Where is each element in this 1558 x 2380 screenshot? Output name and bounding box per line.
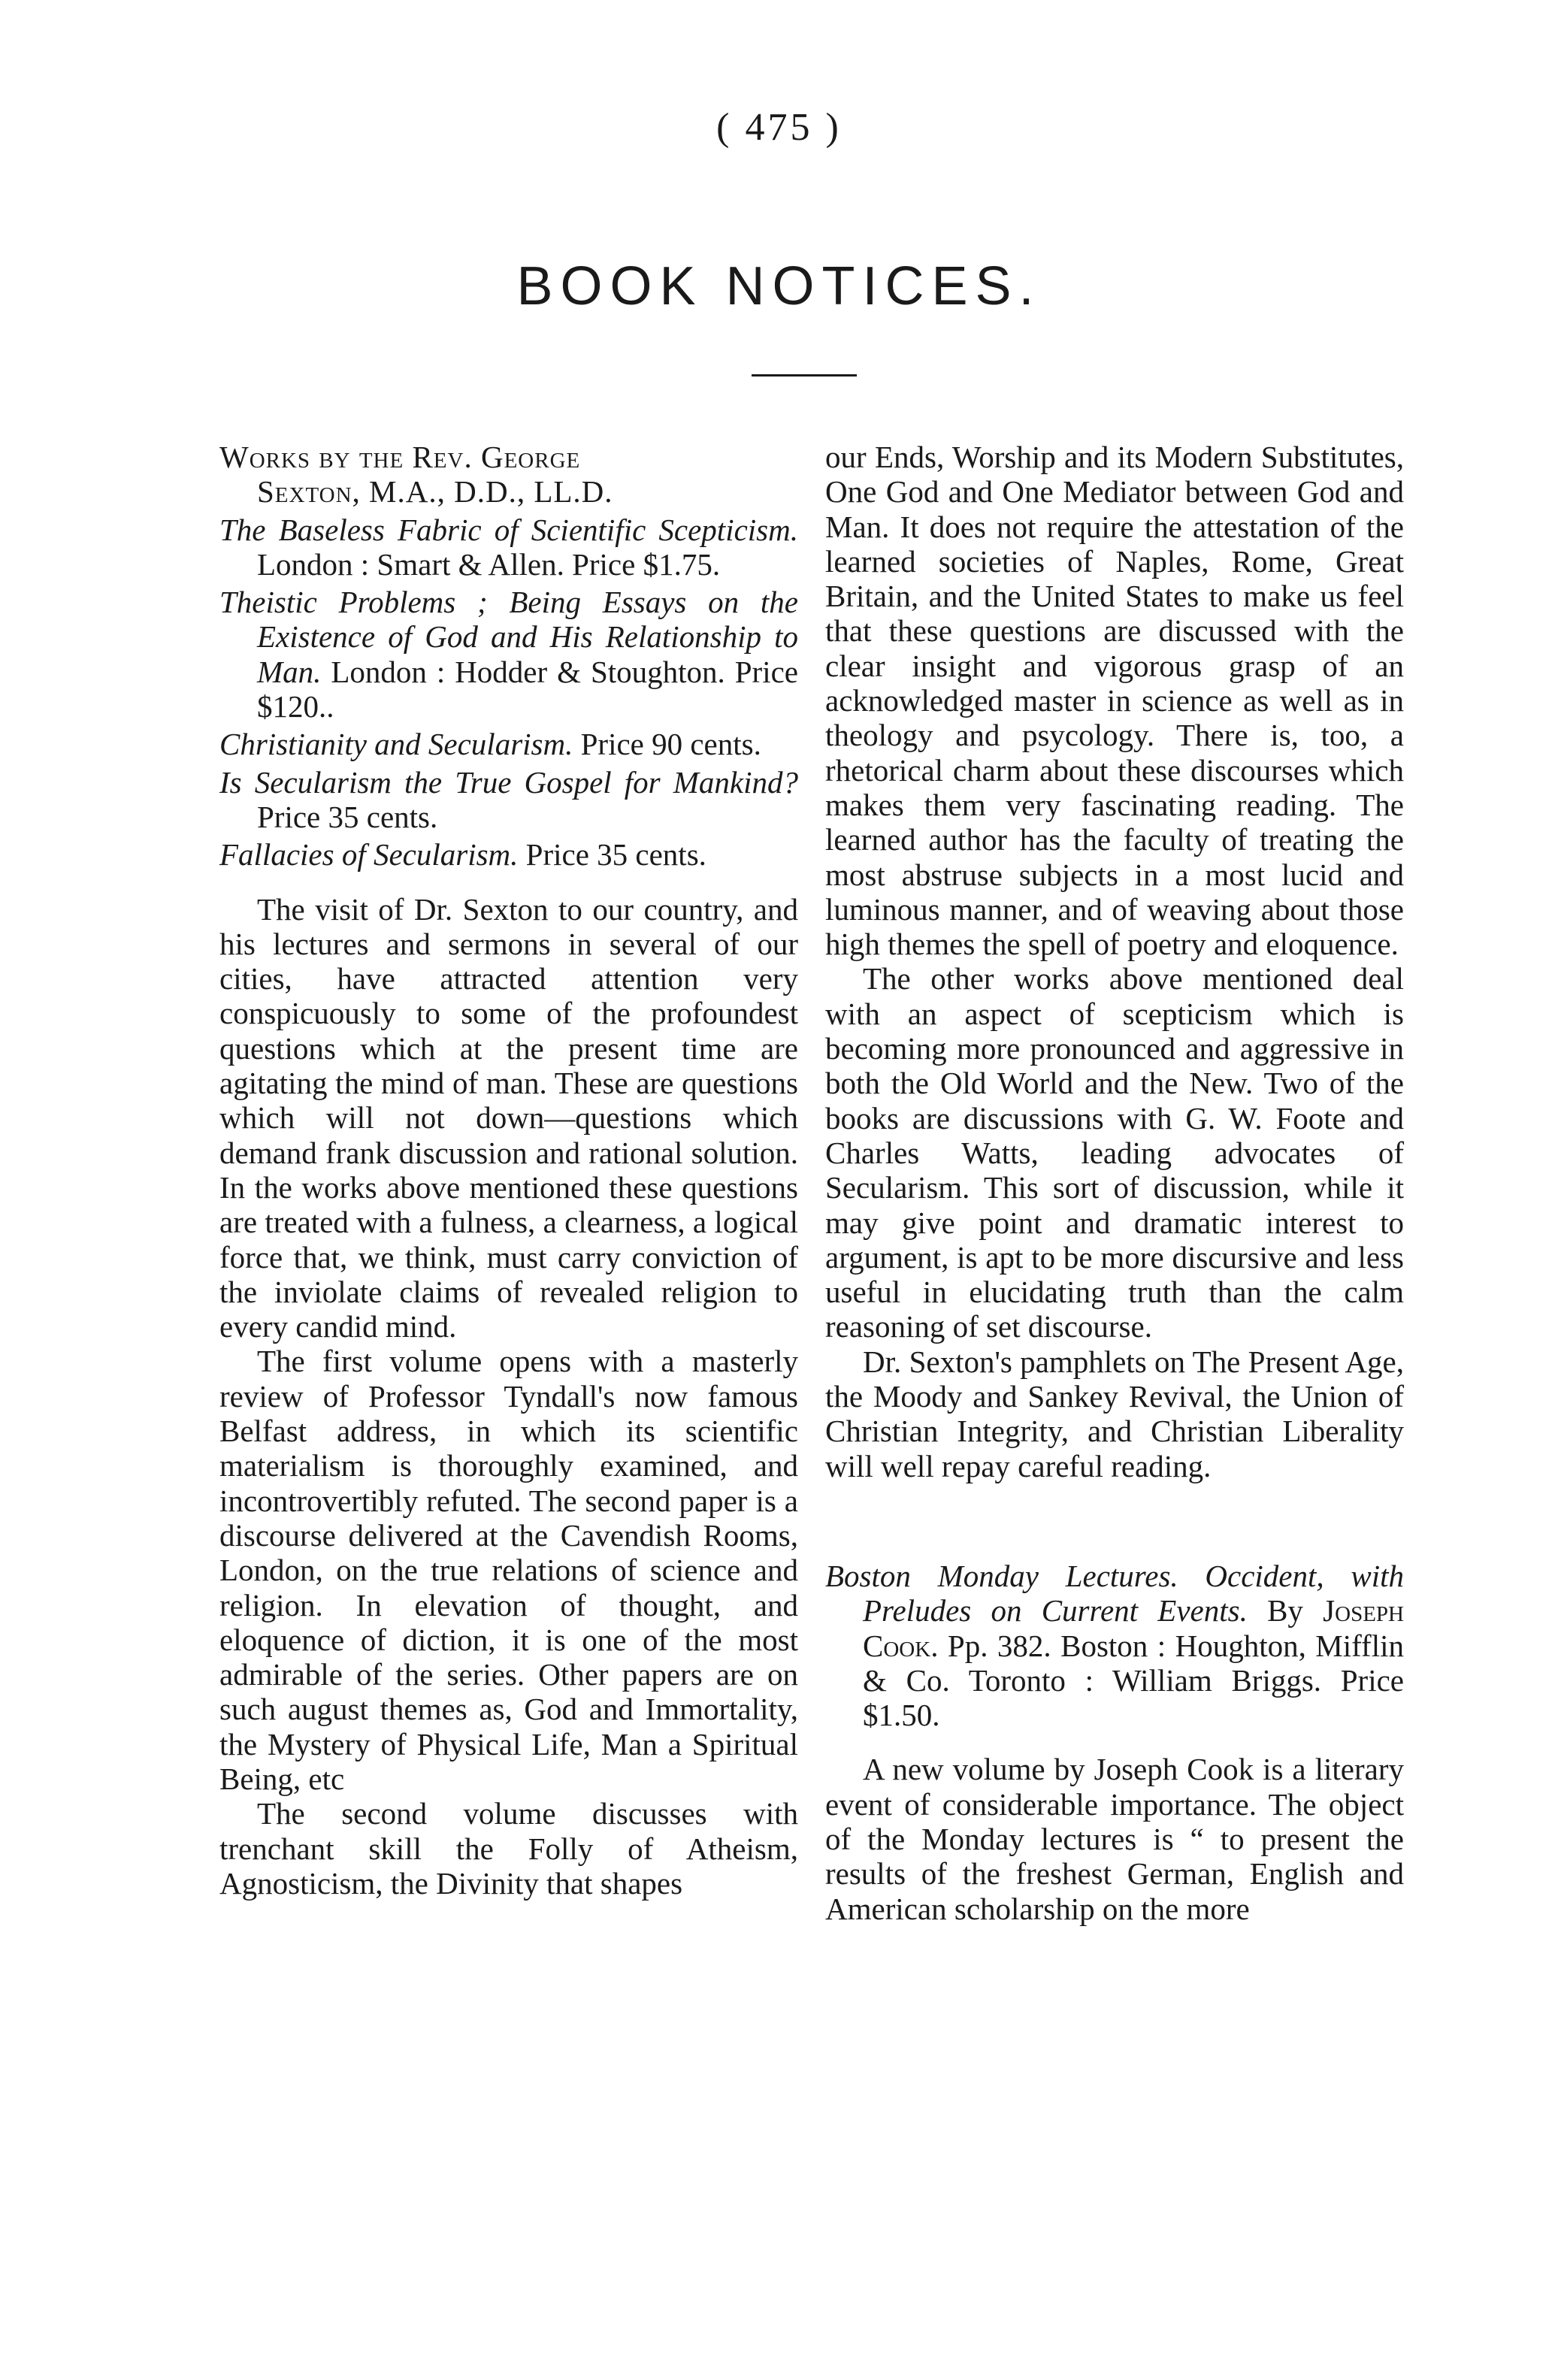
book-title: Christianity and Secularism. <box>219 727 573 762</box>
book-entry <box>219 727 798 761</box>
works-heading-line2: Sexton, M.A., D.D., LL.D. <box>257 474 613 510</box>
book-title: Boston Monday Lectures. Occident, with Preludes on Current Events. <box>825 1558 1404 1629</box>
book-title: Fallacies of Secularism. <box>219 837 519 872</box>
book-details: Price 35 cents. <box>257 799 438 834</box>
works-heading <box>219 440 798 510</box>
page-number: ( 475 ) <box>716 106 842 149</box>
book-entry <box>219 837 798 872</box>
book-entry <box>219 513 798 582</box>
review-paragraph: The visit of Dr. Sexton to our country, and his lectures and sermons in several of our cities, have attracted attention very conspicuously to some of the profoundest questions which at the present time are agitating the mind of man. These are questions which will not down—questions which demand frank discussion and rational solution. In the works above mentioned these questions are treated with a fulness, a clearness, a logical force that, we think, must carry conviction of the inviolate claims of revealed religion to every candid mind. <box>219 891 798 1344</box>
book-author: Joseph Cook <box>863 1593 1404 1663</box>
right-column <box>825 440 1404 1926</box>
review-paragraph: The first volume opens with a masterly review of Professor Tyndall's now famous Belfast address, in which its scientific materialism is thoroughly examined, and incontrovertibly refuted. The second paper is a discourse delivered at the Cavendish Rooms, London, on the true relations of science and religion. In elevation of thought, and eloquence of diction, it is one of the most admirable of the series. Other papers are on such august themes as, God and Immortality, the Mystery of Physical Life, Man a Spiritual Being, etc <box>219 1344 798 1796</box>
book-details: Price 35 cents. <box>518 837 706 872</box>
book-details: . Pp. 382. Boston : Houghton, Mifflin & Co. Toronto : William Briggs. Price $1.50. <box>863 1628 1404 1733</box>
review-paragraph: our Ends, Worship and its Modern Substitutes, One God and One Mediator between God and Man. It does not require the attestation of the learned societies of Naples, Rome, Great Britain, and the United States to make us feel that these questions are discussed with the clear insight and vigorous grasp of an acknowledged master in science as well as in theology and psycology. There is, too, a rhetorical charm about these discourses which makes them very fascinating reading. The learned author has the faculty of treating the most abstruse subjects in a most lucid and luminous manner, and of weaving about those high themes the spell of poetry and eloquence. <box>825 440 1404 962</box>
page-title: BOOK NOTICES. <box>516 256 1042 316</box>
review-paragraph: The other works above mentioned deal with an aspect of scepticism which is becoming more pronounced and aggressive in both the Old World and the New. Two of the books are discussions with G. W. Foote and Charles Watts, leading advocates of Secularism. This sort of discussion, while it may give point and dramatic interest to argument, is apt to be more discursive and less useful in elucidating truth than the calm reasoning of set discourse. <box>825 961 1404 1344</box>
works-heading-line1: Works by the Rev. George <box>219 440 581 474</box>
book-details: London : Hodder & Stoughton. Price $120.. <box>257 654 798 724</box>
book-entry <box>825 1559 1404 1732</box>
book-details: Price 90 cents. <box>573 727 761 762</box>
book-entry <box>219 765 798 835</box>
review-paragraph: A new volume by Joseph Cook is a literary event of considerable importance. The object of the Monday lectures is “ to present the results of the freshest German, English and American scholarship on the more <box>825 1752 1404 1926</box>
title-rule <box>752 374 857 377</box>
review-paragraph: Dr. Sexton's pamphlets on The Present Age, the Moody and Sankey Revival, the Union of Christian Integrity, and Christian Liberality will well repay careful reading. <box>825 1344 1404 1483</box>
book-by: By <box>1247 1593 1324 1629</box>
book-title: Is Secularism the True Gospel for Mankind? <box>219 764 798 800</box>
book-details: London : Smart & Allen. Price $1.75. <box>257 546 721 582</box>
book-entry <box>219 585 798 724</box>
review-paragraph: The second volume discusses with trenchant skill the Folly of Atheism, Agnosticism, the Divinity that shapes <box>219 1796 798 1901</box>
book-title: The Baseless Fabric of Scientific Scepticism. <box>219 512 798 547</box>
book-title: Theistic Problems ; Being Essays on the Existence of God and His Relationship to Man. <box>219 585 798 689</box>
left-column <box>219 440 798 1901</box>
